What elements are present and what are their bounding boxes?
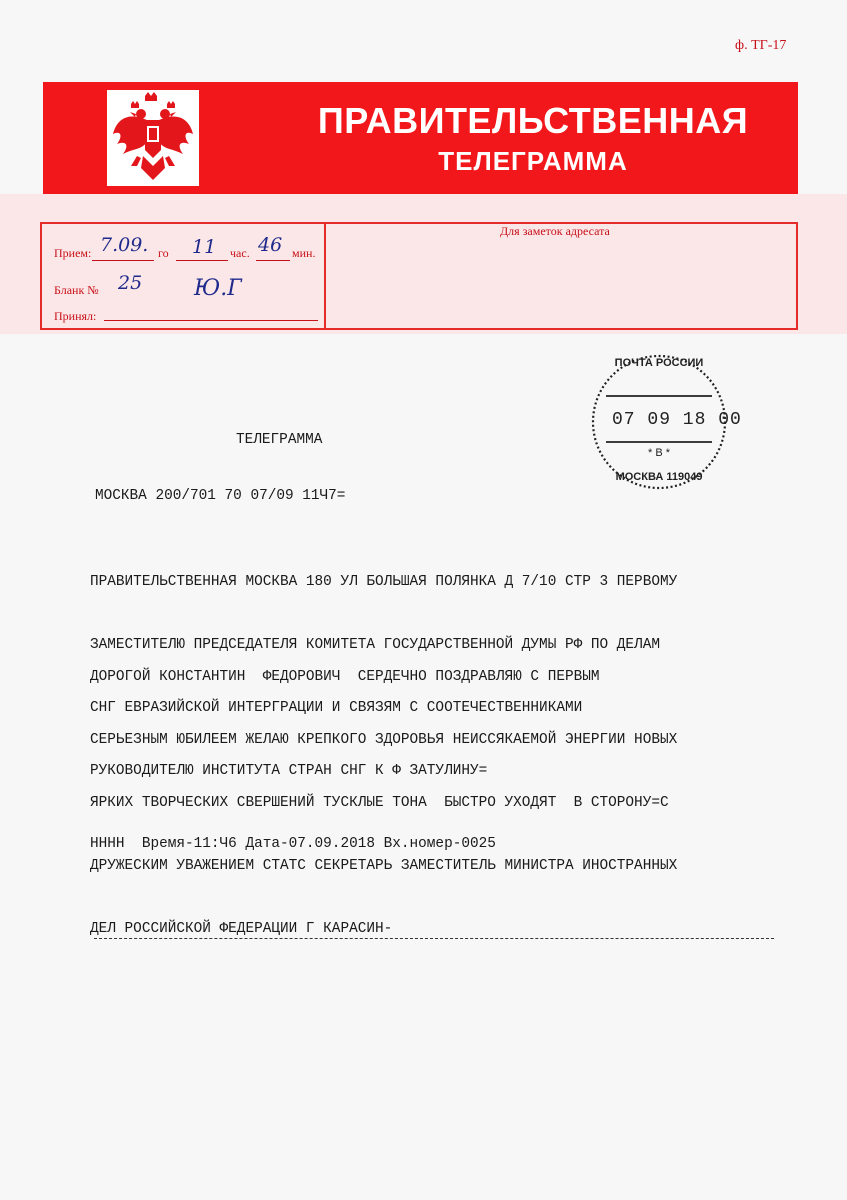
blank-initials: Ю.Г [194,276,242,301]
hour-value: 11 [192,236,217,258]
blank-number: 25 [118,272,143,294]
banner-title: ПРАВИТЕЛЬСТВЕННАЯ [317,100,749,141]
received-date: 7.09. [100,234,149,256]
banner-subtitle: ТЕЛЕГРАММА [438,146,628,176]
stamp-bottom-text: МОСКВА 119049 [615,471,703,483]
message-line: ДЕЛ РОССИЙСКОЙ ФЕДЕРАЦИИ Г КАРАСИН- [90,921,393,937]
accepted-line [104,320,318,321]
accepted-label: Принял: [54,309,97,323]
minute-label: мин. [292,246,316,260]
coat-of-arms-icon [107,90,199,186]
address-line: ПРАВИТЕЛЬСТВЕННАЯ МОСКВА 180 УЛ БОЛЬШАЯ ПОЛЯНКА Д 7/10 СТР 3 ПЕРВОМУ [90,574,678,590]
message-line: СЕРЬЕЗНЫМ ЮБИЛЕЕМ ЖЕЛАЮ КРЕПКОГО ЗДОРОВЬЯ НЕИССЯКАЕМОЙ ЭНЕРГИИ НОВЫХ [90,732,678,748]
address-line: СНГ ЕВРАЗИЙСКОЙ ИНТЕРГРАЦИИ И СВЯЗЯМ С СООТЕЧЕСТВЕННИКАМИ [90,700,583,716]
year-label: го [158,246,169,260]
notes-label: Для заметок адресата [500,224,610,238]
stamp-date: 07 09 18 00 [612,410,742,430]
address-line: ЗАМЕСТИТЕЛЮ ПРЕДСЕДАТЕЛЯ КОМИТЕТА ГОСУДАРСТВЕННОЙ ДУМЫ РФ ПО ДЕЛАМ [90,637,660,653]
hour-line [176,260,228,261]
message-line: ДОРОГОЙ КОНСТАНТИН ФЕДОРОВИЧ СЕРДЕЧНО ПОЗДРАВЛЯЮ С ПЕРВЫМ [90,669,600,685]
telegram-heading: ТЕЛЕГРАММА [236,432,323,448]
telegram-header-line: МОСКВА 200/701 70 07/09 11Ч7= [95,488,346,504]
blank-label: Бланк № [54,283,99,297]
message-line: ДРУЖЕСКИМ УВАЖЕНИЕМ СТАТС СЕКРЕТАРЬ ЗАМЕСТИТЕЛЬ МИНИСТРА ИНОСТРАННЫХ [90,858,678,874]
minute-line [256,260,290,261]
stamp-mid-text: * В * [647,447,671,459]
form-code: ф. ТГ-17 [735,38,787,53]
hour-label: час. [230,246,250,260]
stamp-top-text: ПОЧТА РОССИИ [614,357,704,369]
address-line: РУКОВОДИТЕЛЮ ИНСТИТУТА СТРАН СНГ К Ф ЗАТУЛИНУ= [90,763,488,779]
tear-line [94,938,774,939]
message-block [90,625,677,961]
telegram-footer: НННН Время-11:Ч6 Дата-07.09.2018 Вх.номер-0025 [90,836,496,852]
telegram-banner [43,82,798,194]
received-date-line [92,260,154,261]
minute-value: 46 [258,234,283,256]
message-line: ЯРКИХ ТВОРЧЕСКИХ СВЕРШЕНИЙ ТУСКЛЫЕ ТОНА БЫСТРО УХОДЯТ В СТОРОНУ=С [90,795,669,811]
received-label: Прием: [54,246,92,260]
